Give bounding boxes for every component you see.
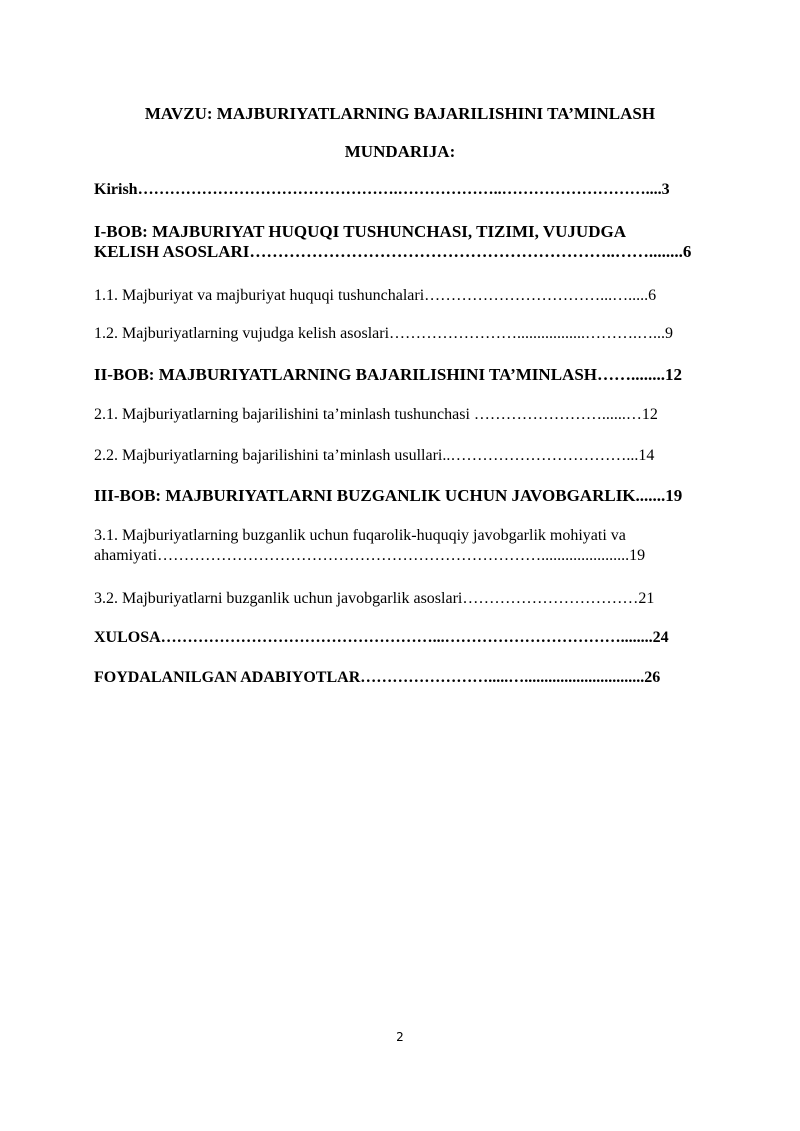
toc-entry-conclusion[interactable] [94,628,752,648]
page-number: 2 [396,1030,404,1044]
toc-entry-references[interactable] [94,668,752,688]
toc-entry-introduction[interactable] [94,180,752,200]
toc-entry-text: 1.2. Majburiyatlarning vujudga kelish asoslari…………………….................……….…...9 [94,325,674,342]
toc-entry-text: XULOSA……………………………………………...……………………………........24 [94,629,669,646]
toc-entry-chapter-1[interactable] [94,222,752,262]
toc-entry-text: 2.2. Majburiyatlarning bajarilishini ta’minlash usullari..……………………………...14 [94,447,655,464]
toc-entry-section-1-1[interactable] [94,286,752,306]
toc-entry-text: 3.2. Majburiyatlarni buzganlik uchun javobgarlik asoslari……………………………21 [94,590,655,607]
toc-entry-section-3-2[interactable] [94,589,752,609]
toc-entry-line-1: 3.1. Majburiyatlarning buzganlik uchun fuqarolik-huquqiy javobgarlik mohiyati va [94,527,626,544]
toc-entry-section-1-2[interactable] [94,324,752,344]
toc-entry-line-2: KELISH ASOSLARI………………………………………………………..……........6 [94,242,692,261]
toc-entry-text: Kirish………………………………………….………………..………………………....3 [94,181,670,198]
toc-entry-text: 2.1. Majburiyatlarning bajarilishini ta’minlash tushunchasi ……………………......…12 [94,406,658,423]
toc-entry-line-2: ahamiyati………………………………………………………………......................19 [94,547,646,564]
toc-entry-text: 1.1. Majburiyat va majburiyat huquqi tushunchalari……………………………...….....6 [94,287,657,304]
toc-entry-section-3-1[interactable] [94,526,752,566]
toc-entry-line-1: I-BOB: MAJBURIYAT HUQUQI TUSHUNCHASI, TIZIMI, VUJUDGA [94,222,626,241]
toc-entry-section-2-1[interactable] [94,405,752,425]
toc-entry-section-2-2[interactable] [94,446,752,466]
contents-heading: MUNDARIJA: [344,142,456,161]
toc-entry-text: II-BOB: MAJBURIYATLARNING BAJARILISHINI TA’MINLASH……........12 [94,365,682,384]
toc-entry-text: III-BOB: MAJBURIYATLARNI BUZGANLIK UCHUN JAVOBGARLIK.......19 [94,486,683,505]
toc-entry-text: FOYDALANILGAN ADABIYOTLAR…………………….....…..............................26 [94,669,661,686]
toc-entry-chapter-3[interactable] [94,486,752,506]
topic-title: MAVZU: MAJBURIYATLARNING BAJARILISHINI TA’MINLASH [144,104,656,123]
toc-entry-chapter-2[interactable] [94,365,752,385]
